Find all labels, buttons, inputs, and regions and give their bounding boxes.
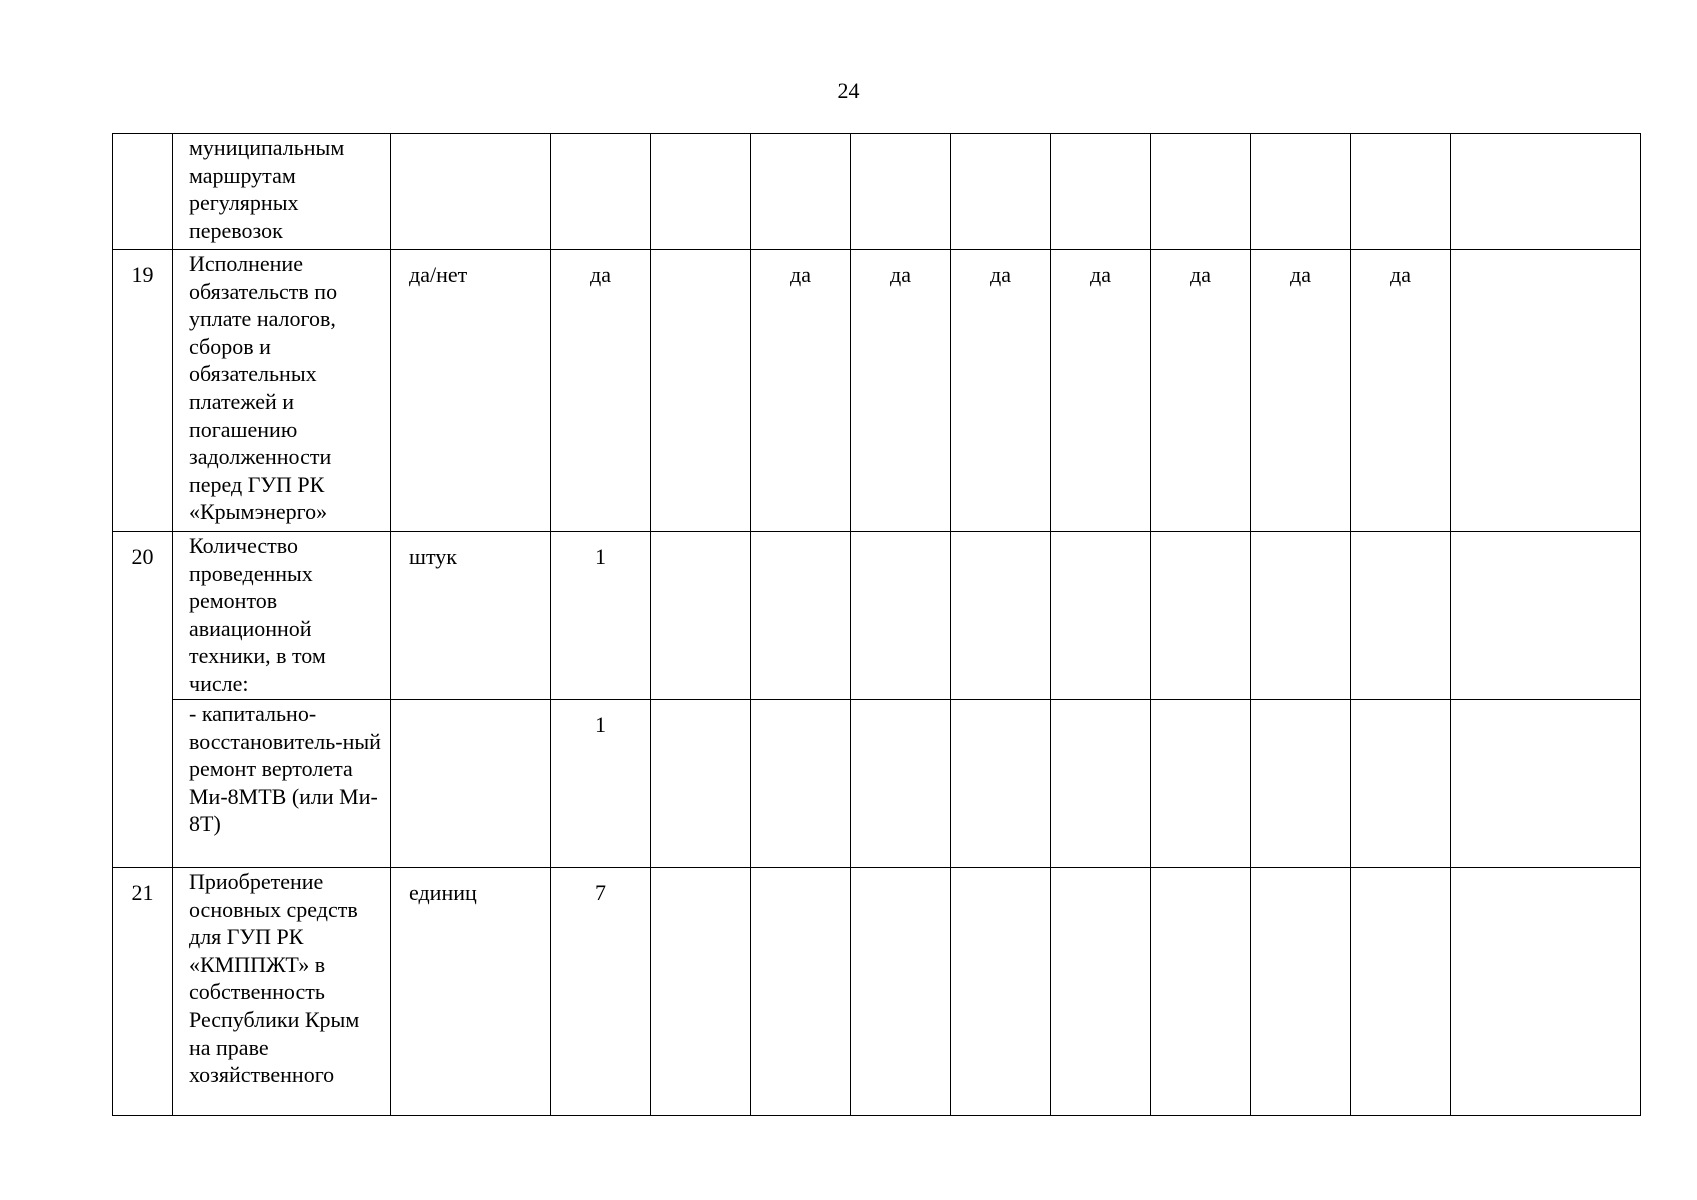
- value-cell: [951, 134, 1051, 250]
- value-cell: [951, 700, 1051, 868]
- indicator-name: - капитально-восстановитель-ный ремонт вертолета Ми-8МТВ (или Ми- 8Т): [189, 701, 381, 837]
- value-cell: [651, 700, 751, 868]
- table-row: [113, 532, 1641, 700]
- table-row: [113, 700, 1641, 868]
- value-cell: [551, 134, 651, 250]
- indicator-table: [112, 133, 1641, 1116]
- value-cell: да: [1251, 250, 1351, 532]
- value-cell: [1451, 532, 1641, 700]
- value-cell: да: [551, 250, 651, 532]
- value-cell: [851, 700, 951, 868]
- row-number-cell: [113, 868, 173, 1116]
- value-cell: [1051, 700, 1151, 868]
- value-cell: [1351, 700, 1451, 868]
- unit-cell: [391, 134, 551, 250]
- value-cell: [951, 868, 1051, 1116]
- value-cell: [1351, 532, 1451, 700]
- indicator-name-cell: [173, 532, 391, 700]
- unit-cell: [391, 532, 551, 700]
- value-cell: [951, 532, 1051, 700]
- value-cell: [1151, 700, 1251, 868]
- row-number: 19: [131, 262, 154, 287]
- value-cell: [651, 868, 751, 1116]
- value-cell: 7: [551, 868, 651, 1116]
- unit-label: штук: [409, 544, 457, 569]
- value-cell: [1451, 700, 1641, 868]
- table-row: [113, 868, 1641, 1116]
- indicator-name: Приобретение основных средств для ГУП РК «КМППЖТ» в собственность Республики Крым на праве хозяйственного: [189, 869, 360, 1088]
- value-cell: [1051, 532, 1151, 700]
- unit-cell: [391, 700, 551, 868]
- value-cell: да: [1051, 250, 1151, 532]
- value-cell: [1451, 868, 1641, 1116]
- table-row: [113, 134, 1641, 250]
- value-cell: [1451, 134, 1641, 250]
- value-cell: 1: [551, 532, 651, 700]
- unit-cell: [391, 250, 551, 532]
- value-cell: [1451, 250, 1641, 532]
- indicator-name: муниципальным маршрутам регулярных перевозок: [189, 135, 345, 243]
- indicator-name-cell: [173, 250, 391, 532]
- value-cell: да: [851, 250, 951, 532]
- value-cell: [1051, 868, 1151, 1116]
- value-cell: [751, 868, 851, 1116]
- value-cell: [1251, 532, 1351, 700]
- value-cell: да: [1351, 250, 1451, 532]
- value-cell: да: [951, 250, 1051, 532]
- value-cell: да: [751, 250, 851, 532]
- value-cell: [1151, 134, 1251, 250]
- table-row: [113, 250, 1641, 532]
- indicator-name-cell: [173, 700, 391, 868]
- unit-label: да/нет: [409, 262, 468, 287]
- row-number: 21: [131, 880, 154, 905]
- value-cell: [1251, 134, 1351, 250]
- indicator-name: Исполнение обязательств по уплате налогов, сборов и обязательных платежей и погашению задолженности перед ГУП РК «Крымэнерго»: [189, 251, 338, 525]
- row-number-cell: [113, 250, 173, 532]
- value-cell: [651, 250, 751, 532]
- value-cell: [1251, 868, 1351, 1116]
- value-cell: 1: [551, 700, 651, 868]
- page-number: 24: [837, 78, 860, 103]
- value-cell: [1151, 868, 1251, 1116]
- indicator-name-cell: [173, 868, 391, 1116]
- row-number: 20: [131, 544, 154, 569]
- value-cell: [751, 700, 851, 868]
- unit-cell: [391, 868, 551, 1116]
- value-cell: [651, 134, 751, 250]
- value-cell: [851, 532, 951, 700]
- value-cell: [651, 532, 751, 700]
- value-cell: [751, 134, 851, 250]
- value-cell: [1051, 134, 1151, 250]
- value-cell: [851, 134, 951, 250]
- indicator-name-cell: [173, 134, 391, 250]
- value-cell: [1351, 868, 1451, 1116]
- value-cell: [1251, 700, 1351, 868]
- indicator-name: Количество проведенных ремонтов авиационной техники, в том числе:: [189, 533, 326, 696]
- value-cell: [1151, 532, 1251, 700]
- row-number-cell: [113, 532, 173, 868]
- value-cell: [1351, 134, 1451, 250]
- value-cell: [851, 868, 951, 1116]
- value-cell: [751, 532, 851, 700]
- row-number-cell: [113, 134, 173, 250]
- unit-label: единиц: [409, 880, 477, 905]
- value-cell: да: [1151, 250, 1251, 532]
